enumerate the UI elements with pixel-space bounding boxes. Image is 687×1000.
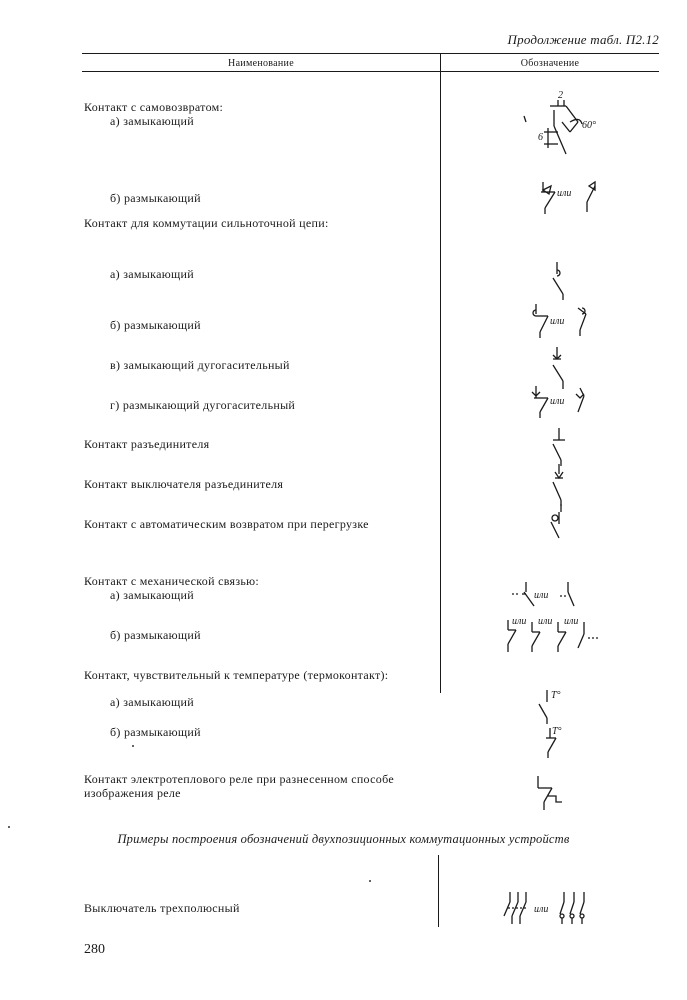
row-mech-link-b: б) размыкающий	[110, 628, 201, 642]
svg-text:T°: T°	[551, 690, 561, 701]
page-number: 280	[84, 942, 105, 957]
svg-text:или: или	[564, 616, 579, 627]
row-three-pole-switch: Выключатель трехполюсный	[84, 901, 240, 915]
continuation-caption: Продолжение табл. П2.12	[507, 32, 659, 47]
speck-mark	[132, 745, 134, 747]
row-power-b: б) размыкающий	[110, 318, 201, 332]
svg-text:или: или	[534, 590, 549, 601]
symbol-disconnector	[545, 426, 575, 466]
row-mech-link-a: а) замыкающий	[110, 588, 194, 602]
svg-text:или: или	[550, 316, 565, 327]
symbol-thermo-make	[535, 686, 575, 726]
symbol-power-make	[545, 260, 575, 300]
symbol-power-break	[530, 300, 600, 340]
speck-mark	[8, 826, 10, 828]
row-mech-link: Контакт с механической связью:	[84, 574, 260, 588]
header-symbol: Обозначение	[520, 58, 580, 69]
svg-text:или: или	[512, 616, 527, 627]
symbol-three-pole-switch	[500, 888, 600, 928]
svg-text:или: или	[538, 616, 553, 627]
row-switch-disconnector: Контакт выключателя разъединителя	[84, 477, 284, 491]
symbol-self-return-break	[535, 178, 605, 218]
symbol-self-return-make-dimensioned	[520, 88, 610, 158]
row-thermo-b: б) размыкающий	[110, 725, 201, 739]
row-thermo-a: а) замыкающий	[110, 695, 194, 709]
column-divider-lower	[438, 855, 439, 927]
svg-text:или: или	[550, 396, 565, 407]
row-power-d: г) размыкающий дугогасительный	[110, 398, 296, 412]
svg-text:или: или	[534, 904, 549, 915]
symbol-auto-return-overload	[545, 502, 575, 542]
svg-text:2: 2	[558, 90, 563, 101]
row-self-return: Контакт с самовозвратом:	[84, 100, 224, 114]
row-thermo: Контакт, чувствительный к температуре (термоконтакт):	[84, 668, 389, 682]
symbol-switch-disconnector	[545, 462, 575, 507]
symbol-thermal-relay	[530, 772, 570, 812]
row-power: Контакт для коммутации сильноточной цепи:	[84, 216, 329, 230]
symbol-power-break-arc	[528, 382, 598, 422]
header-name: Наименование	[228, 58, 294, 69]
header-bottom-rule	[82, 71, 659, 72]
speck-mark	[369, 880, 371, 882]
svg-text:T°: T°	[552, 726, 562, 737]
row-self-return-b: б) размыкающий	[110, 191, 201, 205]
svg-text:или: или	[557, 188, 572, 199]
row-power-a: а) замыкающий	[110, 267, 194, 281]
row-disconnector: Контакт разъединителя	[84, 437, 210, 451]
row-power-c: в) замыкающий дугогасительный	[110, 358, 290, 372]
table-top-rule	[82, 53, 659, 54]
row-auto-return: Контакт с автоматическим возвратом при перегрузке	[84, 517, 369, 531]
row-self-return-a: а) замыкающий	[110, 114, 194, 128]
svg-text:6: 6	[538, 132, 543, 143]
row-thermal-relay-line2: изображения реле	[84, 786, 181, 800]
symbol-thermo-break	[538, 722, 578, 762]
symbol-mech-link-make	[510, 578, 590, 608]
examples-section-title: Примеры построения обозначений двухпозиционных коммутационных устройств	[117, 832, 570, 846]
symbol-mech-link-break	[502, 614, 607, 654]
row-thermal-relay-line1: Контакт электротеплового реле при разнесенном способе	[84, 772, 394, 786]
svg-text:60°: 60°	[582, 120, 596, 131]
column-divider	[440, 53, 441, 693]
